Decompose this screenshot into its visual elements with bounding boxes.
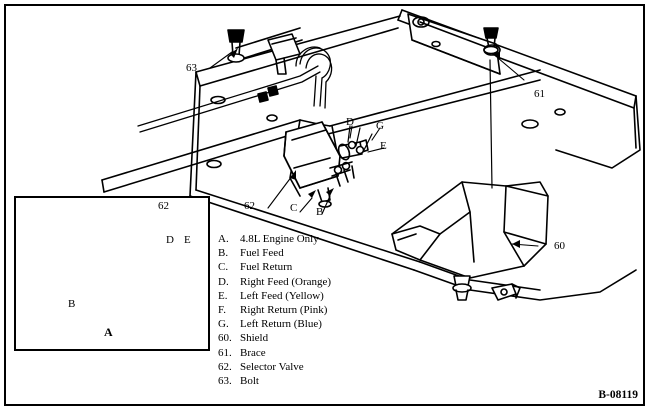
legend-key: 62. [218, 360, 232, 373]
legend-item [218, 260, 331, 274]
legend-item [218, 289, 331, 303]
callout-61: 61 [534, 88, 545, 100]
callout-inset-D: D [166, 234, 174, 246]
legend-value: Fuel Return [240, 261, 293, 274]
callout-inset-E: E [184, 234, 191, 246]
legend-value: Left Feed (Yellow) [240, 289, 324, 302]
callout-E: E [380, 140, 387, 152]
callout-63: 63 [186, 62, 197, 74]
legend-value: Fuel Feed [240, 247, 284, 260]
callout-62-main: 62 [244, 200, 255, 212]
callout-D: D [346, 116, 354, 128]
legend-item [218, 360, 331, 374]
legend-value: Brace [240, 346, 266, 359]
callout-G: G [376, 120, 384, 132]
legend-value: Bolt [240, 375, 259, 388]
legend-item [218, 317, 331, 331]
legend-value: Right Feed (Orange) [240, 275, 332, 288]
legend-key: 60. [218, 332, 232, 345]
legend-key: 61. [218, 346, 232, 359]
callout-B: B [316, 206, 324, 218]
legend-key: C. [218, 261, 229, 274]
figure-code: B-08119 [598, 389, 638, 401]
callout-62-inset: 62 [158, 200, 169, 212]
legend-key: F. [218, 304, 226, 317]
callout-C: C [290, 202, 298, 214]
legend-value: Left Return (Blue) [240, 318, 322, 331]
legend-item [218, 232, 331, 246]
legend [218, 232, 331, 388]
legend-item [218, 275, 331, 289]
legend-key: D. [218, 275, 229, 288]
legend-value: Shield [240, 332, 269, 345]
legend-key: E. [218, 289, 228, 302]
legend-item [218, 246, 331, 260]
legend-value: Selector Valve [240, 360, 304, 373]
legend-item [218, 346, 331, 360]
legend-key: A. [218, 233, 229, 245]
inset-figure-label: A [104, 325, 113, 339]
legend-item [218, 374, 331, 388]
legend-value: 4.8L Engine Only [240, 233, 319, 245]
legend-item [218, 331, 331, 345]
callout-inset-B: B [68, 298, 76, 310]
callout-60: 60 [554, 240, 565, 252]
legend-value: Right Return (Pink) [240, 304, 328, 317]
legend-item [218, 303, 331, 317]
legend-key: G. [218, 318, 229, 331]
legend-key: 63. [218, 375, 232, 388]
legend-key: B. [218, 247, 229, 260]
